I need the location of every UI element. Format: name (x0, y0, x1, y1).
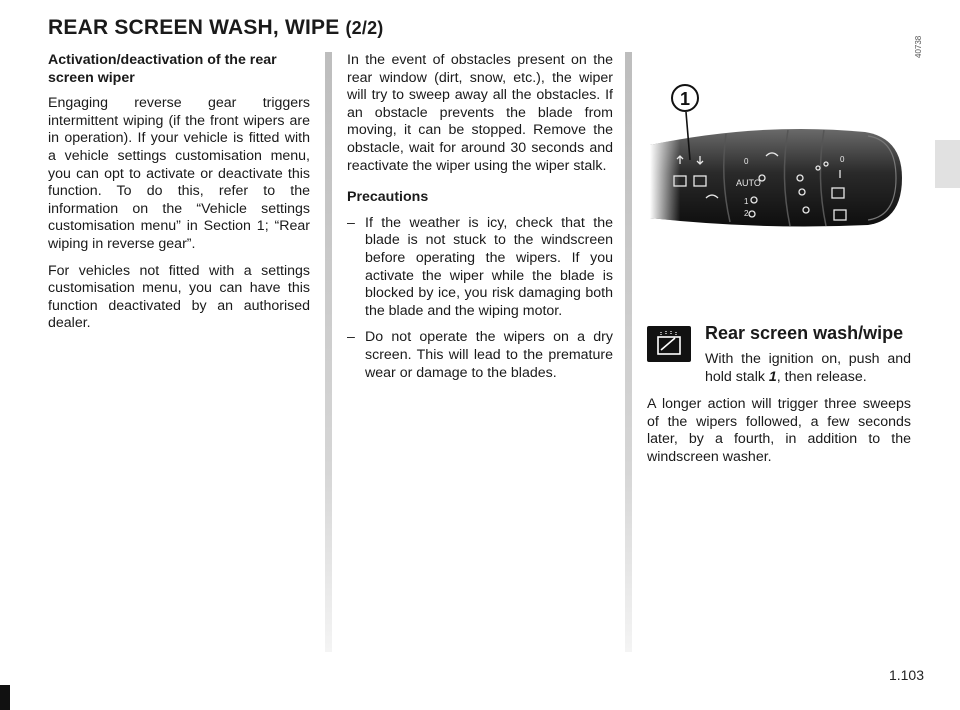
paragraph: For vehicles not fitted with a settings customisation menu, you can have this function deactivated by an authorised dealer. (48, 262, 310, 332)
svg-text:0: 0 (744, 157, 749, 166)
rear-wash-section (647, 322, 911, 386)
list-item-text: Do not operate the wipers on a dry screen. This will lead to the premature wear or damage to the blades. (365, 329, 613, 381)
callout-number: 1 (679, 89, 691, 109)
list-item-text: If the weather is icy, check that the blade is not stuck to the windscreen before operating the wipers. If you activate the wiper while the blade is blocked by ice, you risk damaging both the blade and the wiping motor. (365, 214, 613, 319)
paragraph: Engaging reverse gear triggers intermittent wiping (if the front wipers are in operation). If your vehicle is fitted with a vehicle settings customisation menu, you can opt to activate or deactivate this function. To do this, refer to the information on the “Vehicle settings customisation menu” in Section 1; “Rear wiping in reverse gear”. (48, 95, 310, 252)
precautions-heading: Precautions (347, 189, 429, 206)
column-left (48, 52, 310, 342)
auto-label: AUTO (736, 178, 761, 188)
section-heading: Activation/deactivation of the rear screen wiper (48, 52, 277, 86)
section-tab-marker (935, 140, 960, 188)
rear-screen-wash-icon (647, 326, 691, 362)
svg-text:0: 0 (840, 155, 845, 164)
figure-reference: 40738 (914, 35, 923, 58)
page-title (48, 16, 384, 40)
paragraph-text: With the ignition on, push and hold stalk (705, 351, 911, 385)
title-text: REAR SCREEN WASH, WIPE (48, 16, 340, 39)
column-right (647, 322, 911, 476)
stalk-reference: 1 (768, 368, 777, 385)
column-divider (325, 52, 332, 652)
column-middle (347, 52, 613, 391)
paragraph: In the event of obstacles present on the rear window (dirt, snow, etc.), the wiper will try to sweep away all the obstacles. If an obstacle prevents the blade from moving, it can be stopped. Remove the obstacle, wait for around 30 seconds and reactivate the wiper using the wiper stalk. (347, 52, 613, 174)
list-item (347, 329, 613, 382)
dash-marker: – (347, 214, 355, 231)
list-item (347, 215, 613, 321)
dash-marker: – (347, 329, 355, 346)
svg-text:1: 1 (744, 197, 749, 206)
column-divider (625, 52, 632, 652)
svg-text:2: 2 (744, 209, 749, 218)
title-part: (2/2) (345, 18, 384, 38)
wiper-stalk-drawing (640, 60, 922, 250)
paragraph-text: , then release. (776, 368, 867, 385)
crop-mark (0, 685, 10, 710)
section-heading: Rear screen wash/wipe (705, 323, 904, 343)
wiper-stalk-illustration (640, 60, 922, 250)
paragraph: A longer action will trigger three sweeps of the wipers followed, a few seconds later, by a fourth, in addition to the windscreen washer. (647, 396, 911, 465)
page-number: 1.103 (888, 667, 924, 683)
